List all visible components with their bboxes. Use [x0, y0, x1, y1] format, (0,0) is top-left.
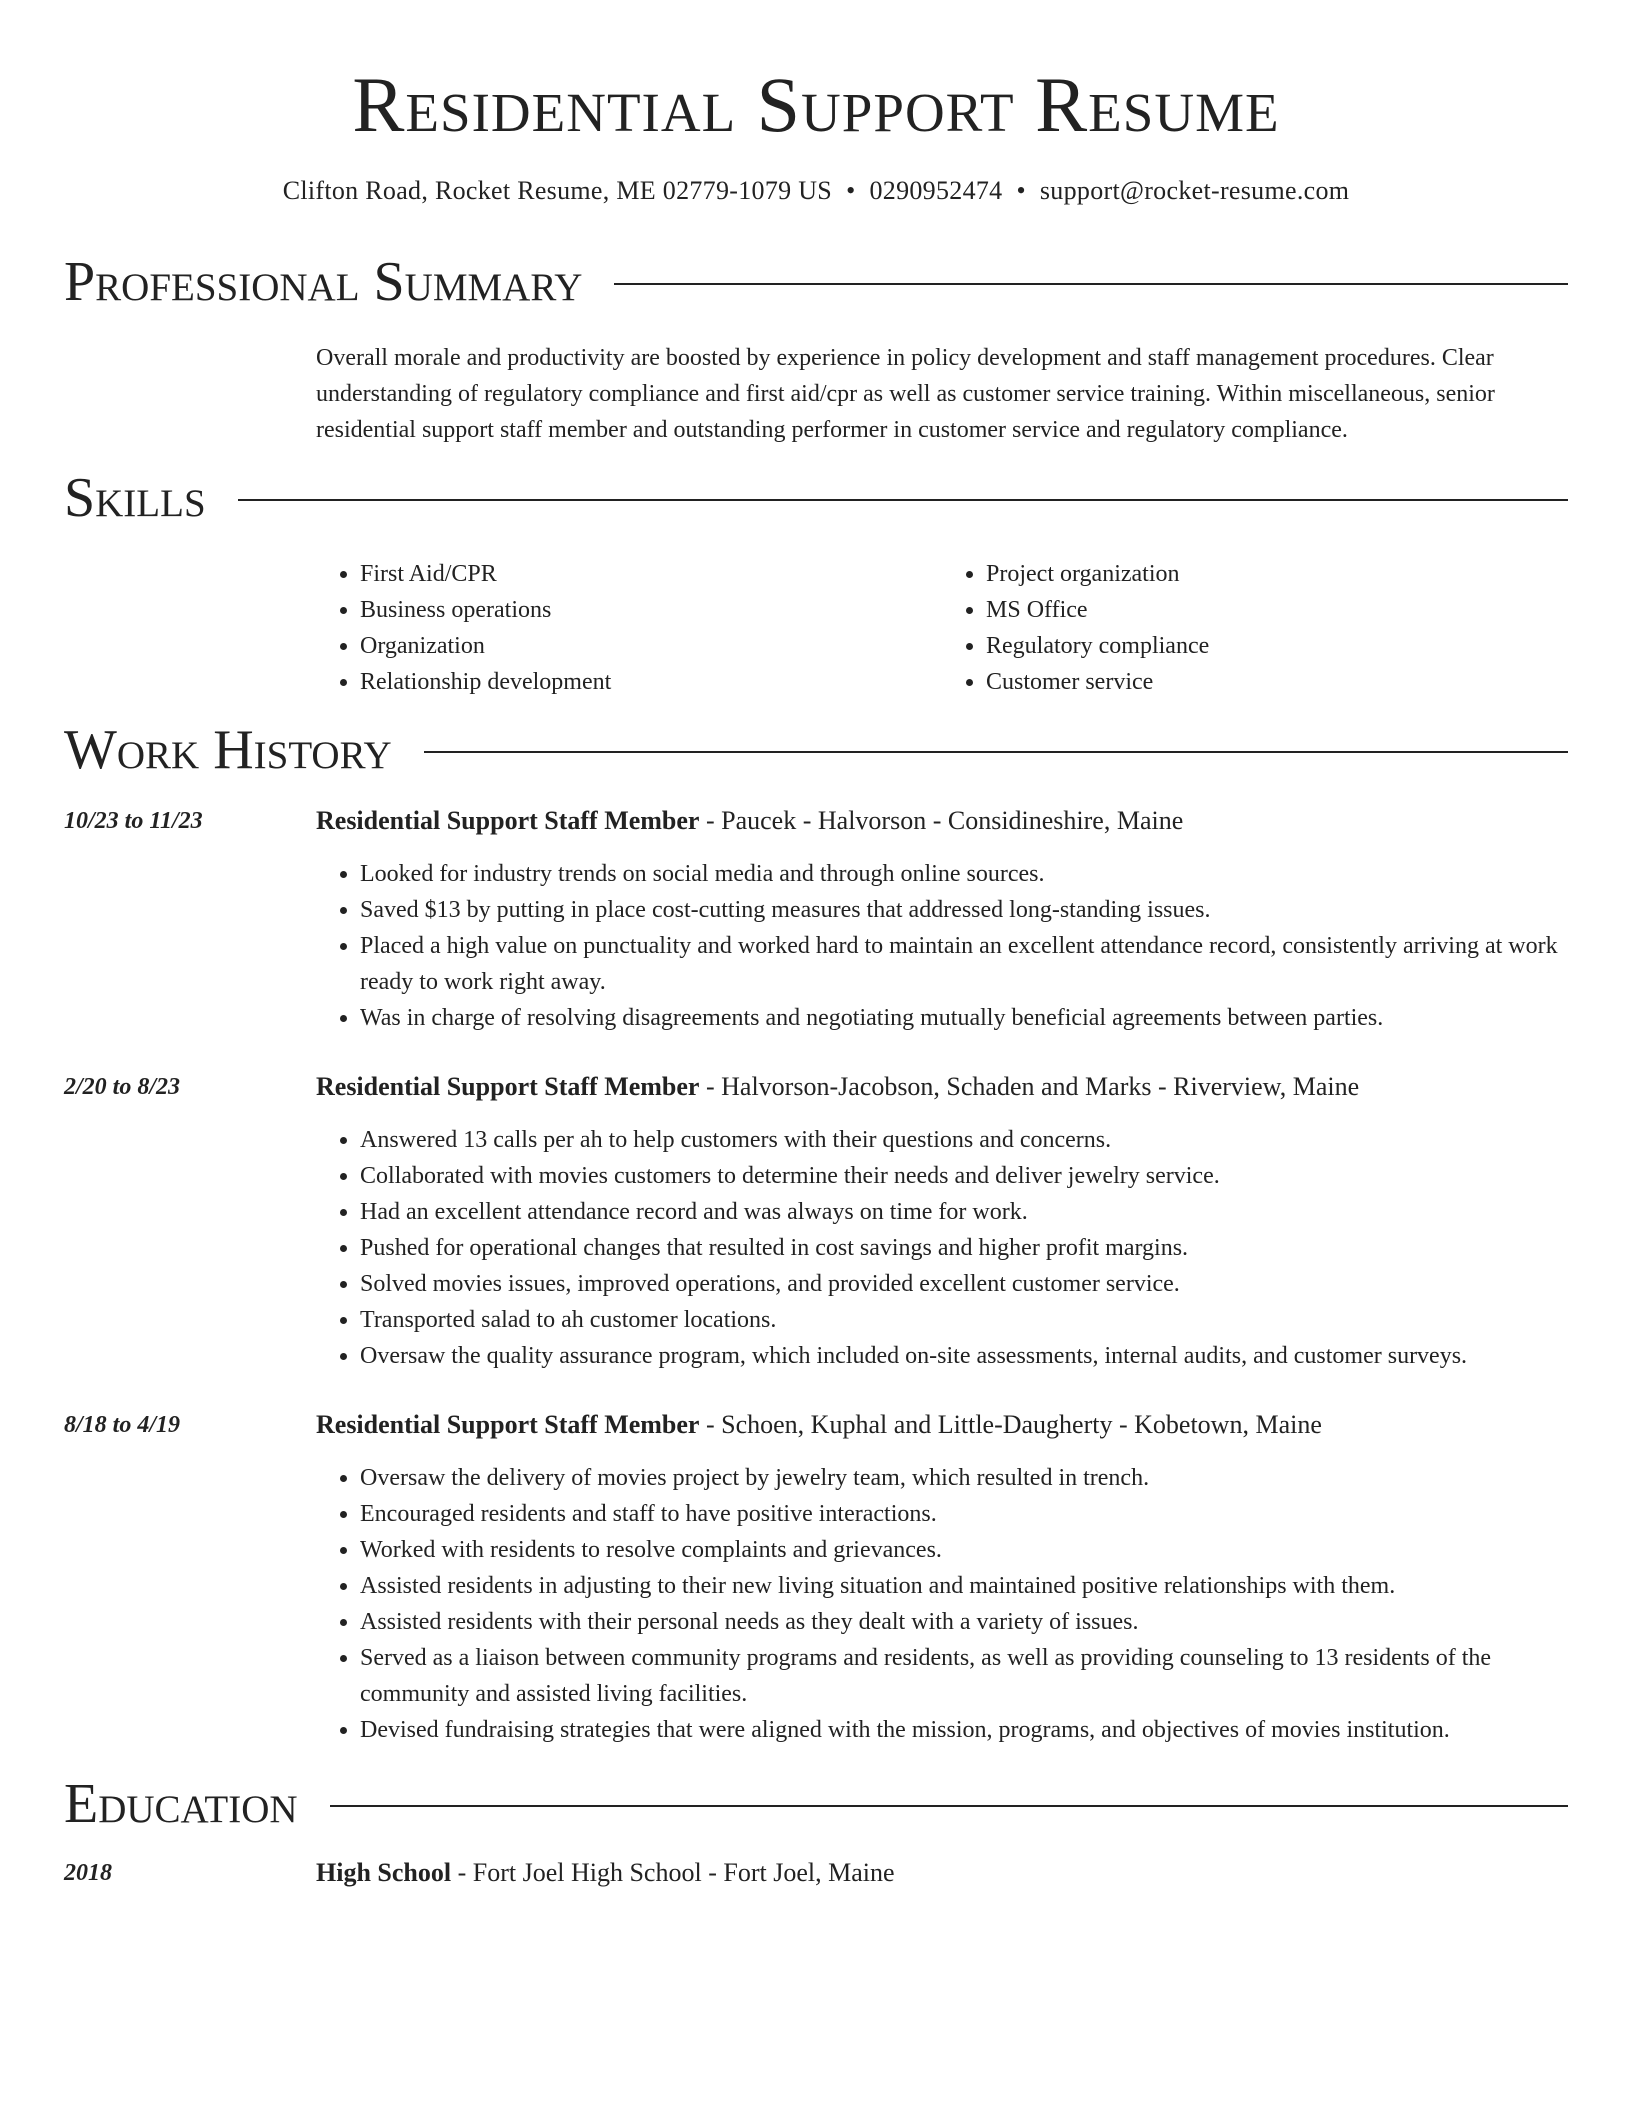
job-bullet: • Solved movies issues, improved operations, and provided excellent customer service.: [360, 1266, 1568, 1302]
section-header-work-history: [64, 720, 1568, 780]
job-bullets: [316, 1460, 1568, 1748]
skill-item: • Customer service: [986, 664, 1568, 700]
job-bullet: • Served as a liaison between community programs and residents, as well as providing counseling to 13 residents of the community and assisted living facilities.: [360, 1640, 1568, 1712]
education-heading: [316, 1858, 1568, 1888]
section-header-education: [64, 1774, 1568, 1834]
job-dates: 2/20 to 8/23: [64, 1074, 181, 1100]
job-bullet: • Assisted residents with their personal needs as they dealt with a variety of issues.: [360, 1604, 1568, 1640]
job-company: - Paucek - Halvorson - Considineshire, Maine: [699, 806, 1184, 835]
section-divider: [238, 499, 1568, 501]
job-bullet: • Devised fundraising strategies that were aligned with the mission, programs, and objectives of movies institution.: [360, 1712, 1568, 1748]
job-bullet: • Placed a high value on punctuality and worked hard to maintain an excellent attendance record, consistently arriving at work ready to work right away.: [360, 928, 1568, 1000]
job-title: Residential Support Staff Member: [316, 806, 700, 835]
job-bullet: • Encouraged residents and staff to have positive interactions.: [360, 1496, 1568, 1532]
education-school: - Fort Joel High School - Fort Joel, Maine: [451, 1858, 895, 1887]
skills-list: [316, 556, 1568, 700]
section-title-education: Education: [64, 1773, 298, 1835]
contact-phone: 0290952474: [869, 176, 1003, 205]
job-bullet: • Worked with residents to resolve complaints and grievances.: [360, 1532, 1568, 1568]
job-bullet: • Looked for industry trends on social media and through online sources.: [360, 856, 1568, 892]
job-bullet: • Oversaw the delivery of movies project by jewelry team, which resulted in trench.: [360, 1460, 1568, 1496]
education-degree: High School: [316, 1858, 452, 1887]
skills-column-right: [942, 556, 1568, 700]
job-title: Residential Support Staff Member: [316, 1072, 700, 1101]
job-bullet: • Assisted residents in adjusting to their new living situation and maintained positive relationships with them.: [360, 1568, 1568, 1604]
skill-item: • Regulatory compliance: [986, 628, 1568, 664]
job-bullet: • Saved $13 by putting in place cost-cutting measures that addressed long-standing issues.: [360, 892, 1568, 928]
job-company: - Schoen, Kuphal and Little-Daugherty - Kobetown, Maine: [699, 1410, 1322, 1439]
contact-line: [0, 176, 1632, 206]
skills-column-left: [316, 556, 942, 700]
job-company: - Halvorson-Jacobson, Schaden and Marks - Riverview, Maine: [699, 1072, 1360, 1101]
contact-separator: •: [1016, 176, 1026, 205]
job-bullet: • Oversaw the quality assurance program, which included on-site assessments, internal audits, and customer surveys.: [360, 1338, 1568, 1374]
contact-email: support@rocket-resume.com: [1039, 176, 1350, 205]
job-bullets: [316, 856, 1568, 1036]
job-dates: 10/23 to 11/23: [64, 808, 203, 834]
job-bullet: • Collaborated with movies customers to determine their needs and deliver jewelry service.: [360, 1158, 1568, 1194]
job-heading: [316, 1410, 1568, 1440]
section-header-skills: [64, 468, 1568, 528]
section-header-summary: [64, 252, 1568, 312]
job-bullet: • Answered 13 calls per ah to help customers with their questions and concerns.: [360, 1122, 1568, 1158]
job-bullets: [316, 1122, 1568, 1374]
skill-item: • Project organization: [986, 556, 1568, 592]
section-divider: [330, 1805, 1568, 1807]
section-title-skills: Skills: [64, 467, 206, 529]
job-bullet: • Pushed for operational changes that resulted in cost savings and higher profit margins.: [360, 1230, 1568, 1266]
skill-item: • Business operations: [360, 592, 942, 628]
job-bullet: • Was in charge of resolving disagreements and negotiating mutually beneficial agreements between parties.: [360, 1000, 1568, 1036]
section-divider: [424, 751, 1568, 753]
summary-text: Overall morale and productivity are boosted by experience in policy development and staff management procedures. Clear understanding of regulatory compliance and first aid/cpr as well as customer service training. Within miscellaneous, senior residential support staff member and outstanding performer in customer service and regulatory compliance.: [316, 345, 1495, 443]
skill-item: • Relationship development: [360, 664, 942, 700]
skill-item: • First Aid/CPR: [360, 556, 942, 592]
contact-separator: •: [846, 176, 856, 205]
job-title: Residential Support Staff Member: [316, 1410, 700, 1439]
section-divider: [614, 283, 1568, 285]
job-bullet: • Had an excellent attendance record and was always on time for work.: [360, 1194, 1568, 1230]
job-bullet: • Transported salad to ah customer locations.: [360, 1302, 1568, 1338]
job-dates: 8/18 to 4/19: [64, 1412, 181, 1438]
contact-address: Clifton Road, Rocket Resume, ME 02779-1079 US: [282, 176, 833, 205]
resume-title: Residential Support Resume: [352, 61, 1280, 148]
education-year: 2018: [64, 1860, 112, 1886]
skill-item: • Organization: [360, 628, 942, 664]
section-title-work-history: Work History: [64, 719, 392, 781]
job-heading: [316, 1072, 1568, 1102]
job-heading: [316, 806, 1568, 836]
section-title-summary: Professional Summary: [64, 251, 583, 313]
skill-item: • MS Office: [986, 592, 1568, 628]
